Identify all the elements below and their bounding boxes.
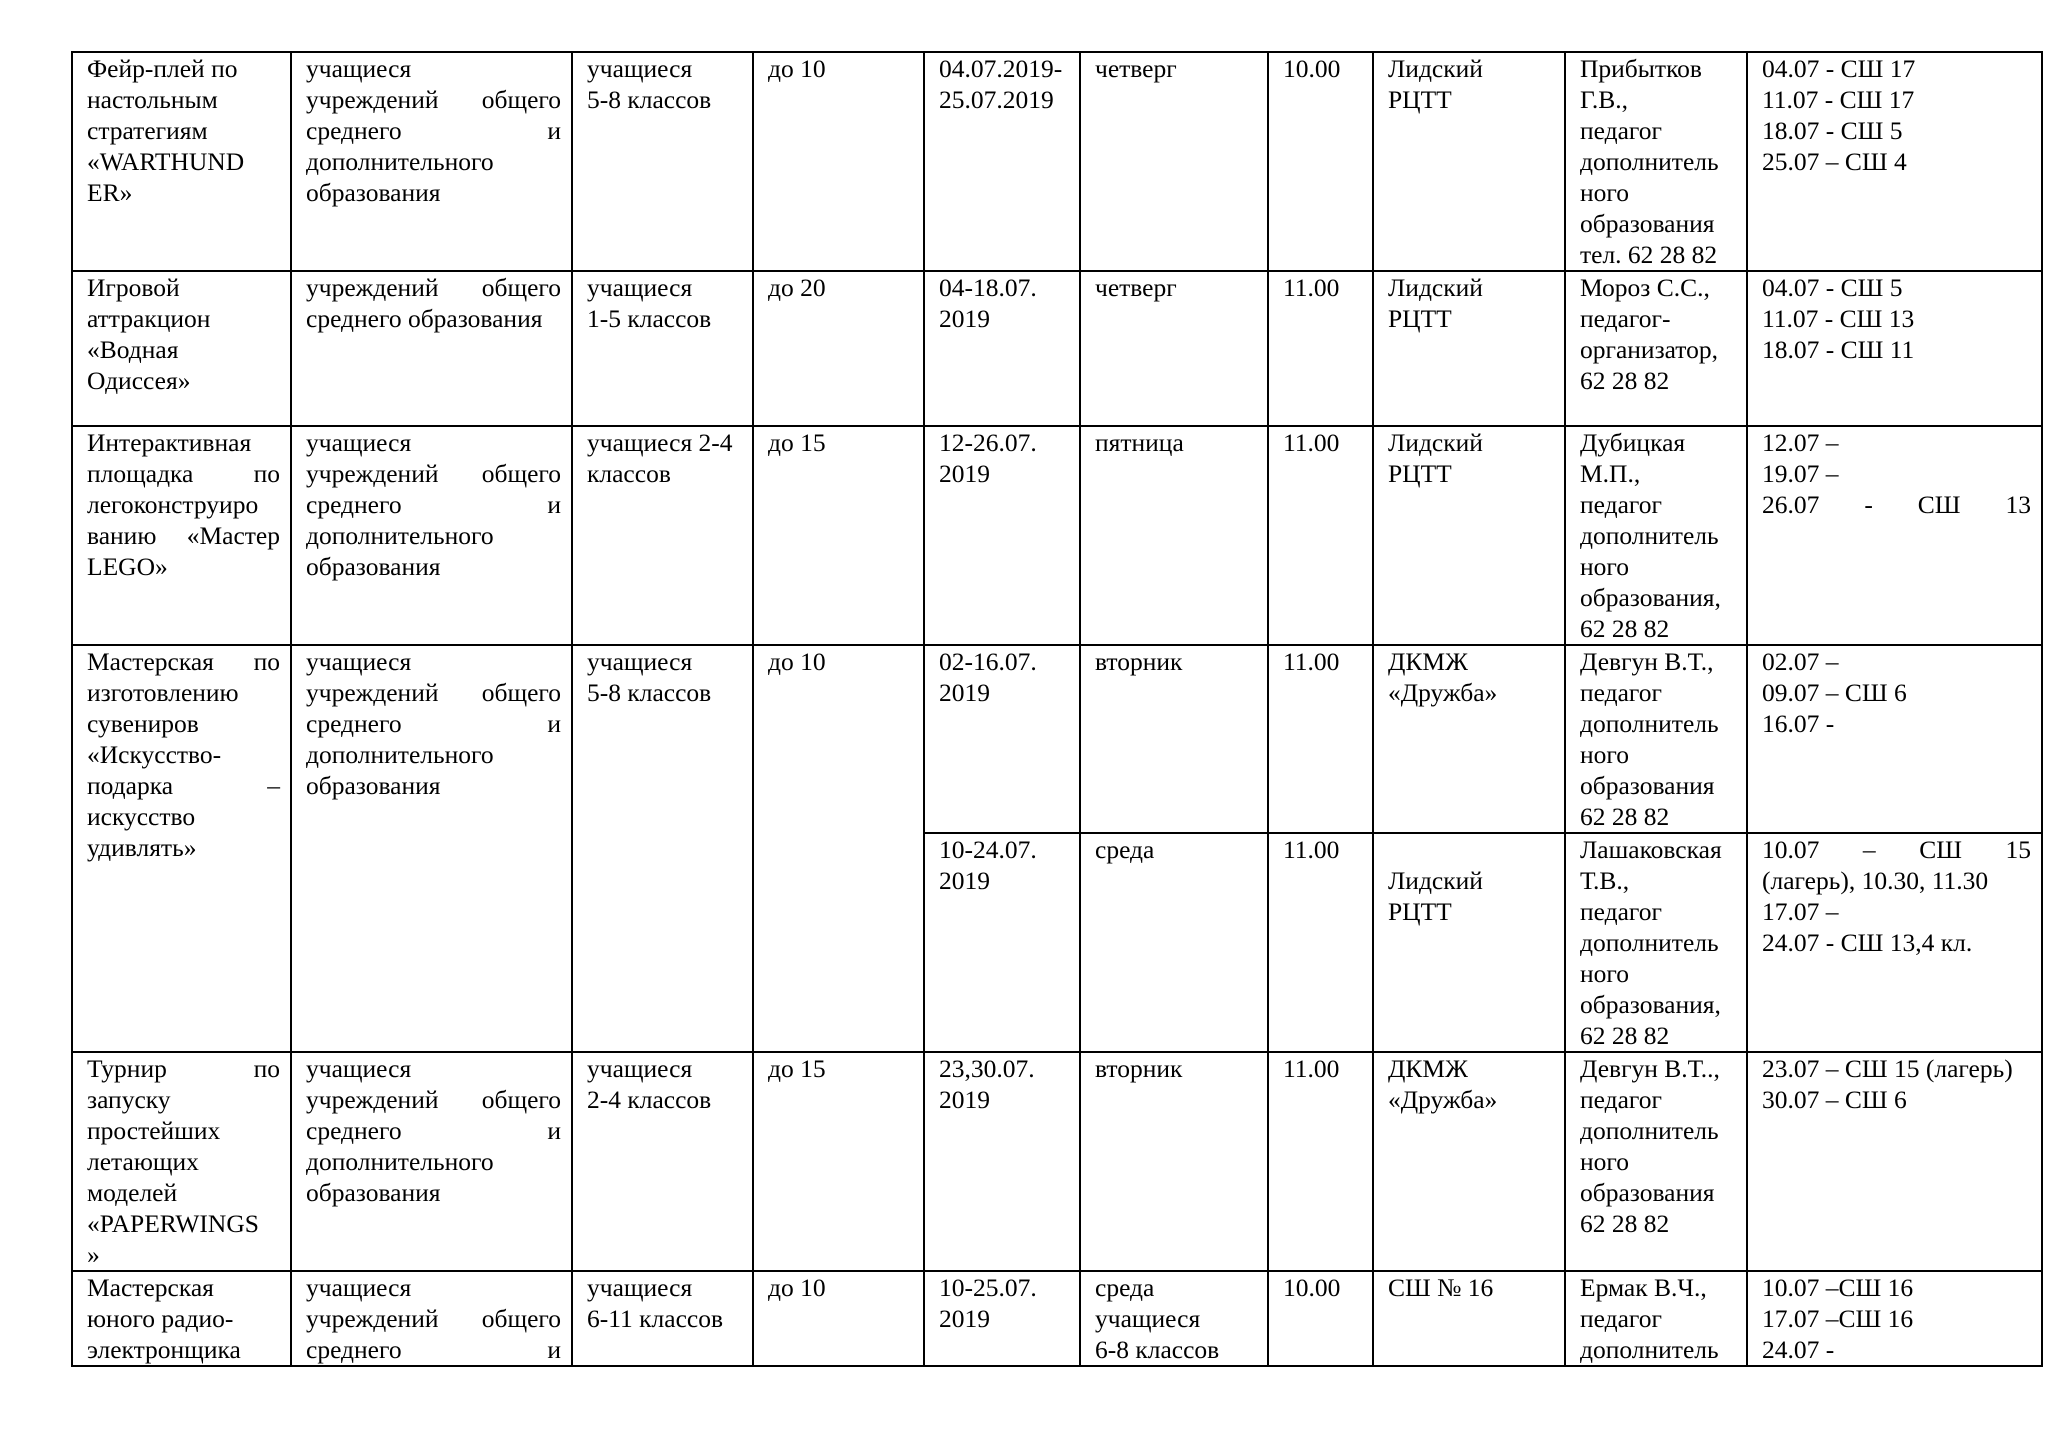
participants-cell bbox=[291, 645, 572, 1052]
responsible-cell-line: педагог- bbox=[1580, 304, 1671, 333]
participants-cell bbox=[291, 426, 572, 645]
event-name-cell-line: легоконструиро bbox=[87, 490, 259, 519]
responsible-cell-line: образования bbox=[1580, 209, 1715, 238]
participants-cell-line: образования bbox=[306, 1178, 441, 1207]
dates-cell bbox=[924, 645, 1080, 833]
event-name-cell-line: » bbox=[87, 1240, 100, 1269]
place-cell bbox=[1373, 645, 1565, 833]
responsible-cell-line: дополнитель bbox=[1580, 709, 1719, 738]
event-name-cell-line: Мастерская bbox=[87, 1273, 214, 1302]
time-cell-line: 10.00 bbox=[1283, 1273, 1341, 1302]
day-cell bbox=[1080, 271, 1268, 426]
dates-cell-line: 10-25.07. bbox=[939, 1273, 1037, 1302]
dates-cell bbox=[924, 833, 1080, 1052]
day-cell-line: вторник bbox=[1095, 647, 1183, 676]
day-cell bbox=[1080, 426, 1268, 645]
event-name-cell-line: ER» bbox=[87, 178, 133, 207]
participants-cell-line: дополнительного bbox=[306, 147, 494, 176]
time-cell bbox=[1268, 52, 1373, 271]
classes-cell bbox=[572, 1052, 753, 1271]
place-cell-line: СШ № 16 bbox=[1388, 1273, 1494, 1302]
time-cell bbox=[1268, 426, 1373, 645]
classes-cell bbox=[572, 645, 753, 1052]
schedule-table bbox=[71, 51, 2043, 1367]
table-row bbox=[72, 271, 2042, 426]
time-cell-line: 11.00 bbox=[1283, 1054, 1340, 1083]
participants-cell-line: учащиеся bbox=[306, 428, 412, 457]
responsible-cell-line: педагог bbox=[1580, 678, 1662, 707]
schedule-cell-line: 24.07 - СШ 13,4 кл. bbox=[1762, 928, 1973, 957]
responsible-cell-line: педагог bbox=[1580, 897, 1662, 926]
classes-cell bbox=[572, 1271, 753, 1366]
schedule-cell bbox=[1747, 833, 2042, 1052]
schedule-cell-line: 04.07 - СШ 5 bbox=[1762, 273, 1903, 302]
responsible-cell-line: 62 28 82 bbox=[1580, 1209, 1670, 1238]
event-name-cell-line: ванию «Мастер bbox=[87, 521, 280, 550]
responsible-cell-line: тел. 62 28 82 bbox=[1580, 240, 1718, 269]
day-cell bbox=[1080, 1052, 1268, 1271]
responsible-cell-line: ного bbox=[1580, 552, 1629, 581]
event-name-cell bbox=[72, 645, 291, 1052]
responsible-cell-line: дополнитель bbox=[1580, 1335, 1719, 1364]
classes-cell-line: учащиеся bbox=[587, 1273, 693, 1302]
dates-cell-line: 02-16.07. bbox=[939, 647, 1037, 676]
event-name-cell bbox=[72, 1271, 291, 1366]
dates-cell bbox=[924, 1271, 1080, 1366]
responsible-cell-line: дополнитель bbox=[1580, 928, 1719, 957]
place-cell-line: Лидский bbox=[1388, 273, 1483, 302]
event-name-cell-line: стратегиям bbox=[87, 116, 208, 145]
schedule-cell-line: 24.07 - bbox=[1762, 1335, 1835, 1364]
participants-cell-line: среднего и bbox=[306, 490, 561, 519]
classes-cell-line: 5-8 классов bbox=[587, 85, 712, 114]
participants-cell-line: учреждений общего bbox=[306, 273, 561, 302]
dates-cell-line: 2019 bbox=[939, 304, 990, 333]
participants-cell-line: учащиеся bbox=[306, 1273, 412, 1302]
count-cell bbox=[753, 645, 924, 1052]
schedule-cell bbox=[1747, 52, 2042, 271]
event-name-cell-line: искусство bbox=[87, 802, 196, 831]
time-cell-line: 11.00 bbox=[1283, 647, 1340, 676]
table-row bbox=[72, 426, 2042, 645]
event-name-cell bbox=[72, 1052, 291, 1271]
day-cell-line: среда bbox=[1095, 835, 1155, 864]
responsible-cell-line: 62 28 82 bbox=[1580, 1021, 1670, 1050]
participants-cell-line: дополнительного bbox=[306, 521, 494, 550]
place-cell bbox=[1373, 271, 1565, 426]
event-name-cell-line: «Водная bbox=[87, 335, 179, 364]
event-name-cell-line: запуску bbox=[87, 1085, 171, 1114]
responsible-cell-line: ного bbox=[1580, 959, 1629, 988]
table-row bbox=[72, 52, 2042, 271]
event-name-cell-line: изготовлению bbox=[87, 678, 239, 707]
schedule-cell-line: 17.07 –СШ 16 bbox=[1762, 1304, 1914, 1333]
event-name-cell-line: Интерактивная bbox=[87, 428, 252, 457]
responsible-cell-line: 62 28 82 bbox=[1580, 802, 1670, 831]
responsible-cell-line: педагог bbox=[1580, 1085, 1662, 1114]
place-cell-line: Лидский bbox=[1388, 428, 1483, 457]
participants-cell bbox=[291, 1271, 572, 1366]
schedule-cell-line: 19.07 – bbox=[1762, 459, 1839, 488]
responsible-cell-line: Т.В., bbox=[1580, 866, 1630, 895]
time-cell-line: 11.00 bbox=[1283, 835, 1340, 864]
place-cell-line bbox=[1388, 834, 1554, 865]
time-cell bbox=[1268, 833, 1373, 1052]
place-cell-line: «Дружба» bbox=[1388, 678, 1498, 707]
place-cell-line: Лидский bbox=[1388, 54, 1483, 83]
responsible-cell bbox=[1565, 1052, 1747, 1271]
participants-cell-line: образования bbox=[306, 552, 441, 581]
place-cell-line: ДКМЖ bbox=[1388, 1054, 1468, 1083]
table-row bbox=[72, 645, 2042, 833]
event-name-cell-line: Турнир по bbox=[87, 1054, 280, 1083]
responsible-cell-line: дополнитель bbox=[1580, 1116, 1719, 1145]
participants-cell-line: учащиеся bbox=[306, 647, 412, 676]
responsible-cell-line: ного bbox=[1580, 1147, 1629, 1176]
place-cell-line: РЦТТ bbox=[1388, 304, 1452, 333]
table-row bbox=[72, 1052, 2042, 1271]
schedule-cell-line: 18.07 - СШ 5 bbox=[1762, 116, 1903, 145]
dates-cell-line: 2019 bbox=[939, 1085, 990, 1114]
day-cell-line: 6-8 классов bbox=[1095, 1335, 1220, 1364]
classes-cell-line: 1-5 классов bbox=[587, 304, 712, 333]
responsible-cell-line: Девгун В.Т.., bbox=[1580, 1054, 1720, 1083]
place-cell-line: ДКМЖ bbox=[1388, 647, 1468, 676]
schedule-cell-line: 11.07 - СШ 17 bbox=[1762, 85, 1915, 114]
time-cell bbox=[1268, 271, 1373, 426]
event-name-cell-line: «WARTHUND bbox=[87, 147, 245, 176]
place-cell-line: РЦТТ bbox=[1388, 85, 1452, 114]
responsible-cell bbox=[1565, 833, 1747, 1052]
dates-cell-line: 2019 bbox=[939, 459, 990, 488]
schedule-cell-line: 26.07 - СШ 13 bbox=[1762, 490, 2031, 519]
participants-cell-line: среднего и bbox=[306, 709, 561, 738]
event-name-cell-line: удивлять» bbox=[87, 833, 197, 862]
day-cell-line: среда bbox=[1095, 1273, 1155, 1302]
responsible-cell-line: организатор, bbox=[1580, 335, 1718, 364]
schedule-cell-line: 10.07 –СШ 16 bbox=[1762, 1273, 1914, 1302]
responsible-cell-line: ного bbox=[1580, 178, 1629, 207]
responsible-cell-line: педагог bbox=[1580, 1304, 1662, 1333]
participants-cell-line: учреждений общего bbox=[306, 1304, 561, 1333]
time-cell bbox=[1268, 1271, 1373, 1366]
count-cell bbox=[753, 1052, 924, 1271]
dates-cell bbox=[924, 52, 1080, 271]
event-name-cell-line: моделей bbox=[87, 1178, 178, 1207]
schedule-cell-line: 04.07 - СШ 17 bbox=[1762, 54, 1916, 83]
participants-cell-line: среднего и bbox=[306, 1116, 561, 1145]
responsible-cell-line: 62 28 82 bbox=[1580, 614, 1670, 643]
schedule-cell-line: 12.07 – bbox=[1762, 428, 1839, 457]
count-cell-line: до 10 bbox=[768, 647, 826, 676]
responsible-cell-line: образования, bbox=[1580, 990, 1721, 1019]
day-cell bbox=[1080, 833, 1268, 1052]
schedule-cell-line: 25.07 – СШ 4 bbox=[1762, 147, 1907, 176]
responsible-cell-line: Прибытков bbox=[1580, 54, 1702, 83]
count-cell-line: до 15 bbox=[768, 1054, 826, 1083]
schedule-cell-line: 30.07 – СШ 6 bbox=[1762, 1085, 1907, 1114]
place-cell-line: Лидский bbox=[1388, 866, 1483, 895]
schedule-cell-line: 17.07 – bbox=[1762, 897, 1839, 926]
responsible-cell-line: Лашаковская bbox=[1580, 835, 1722, 864]
event-name-cell-line: Одиссея» bbox=[87, 366, 191, 395]
classes-cell bbox=[572, 271, 753, 426]
place-cell-line: РЦТТ bbox=[1388, 459, 1452, 488]
table-row bbox=[72, 1271, 2042, 1366]
schedule-cell-line: 09.07 – СШ 6 bbox=[1762, 678, 1907, 707]
participants-cell-line: дополнительного bbox=[306, 740, 494, 769]
count-cell-line: до 10 bbox=[768, 54, 826, 83]
responsible-cell-line: Г.В., bbox=[1580, 85, 1628, 114]
classes-cell-line: 2-4 классов bbox=[587, 1085, 712, 1114]
day-cell-line: вторник bbox=[1095, 1054, 1183, 1083]
classes-cell-line: учащиеся bbox=[587, 273, 693, 302]
responsible-cell bbox=[1565, 426, 1747, 645]
event-name-cell-line: Фейр-плей по bbox=[87, 54, 238, 83]
dates-cell-line: 23,30.07. bbox=[939, 1054, 1035, 1083]
event-name-cell bbox=[72, 52, 291, 271]
dates-cell bbox=[924, 426, 1080, 645]
time-cell bbox=[1268, 645, 1373, 833]
event-name-cell-line: аттракцион bbox=[87, 304, 211, 333]
classes-cell bbox=[572, 52, 753, 271]
event-name-cell-line: «PAPERWINGS bbox=[87, 1209, 259, 1238]
event-name-cell-line: LEGO» bbox=[87, 552, 168, 581]
classes-cell-line: 6-11 классов bbox=[587, 1304, 724, 1333]
responsible-cell-line: дополнитель bbox=[1580, 147, 1719, 176]
classes-cell-line: учащиеся bbox=[587, 1054, 693, 1083]
place-cell-line: «Дружба» bbox=[1388, 1085, 1498, 1114]
responsible-cell-line: 62 28 82 bbox=[1580, 366, 1670, 395]
participants-cell-line: среднего и bbox=[306, 1335, 561, 1364]
event-name-cell-line: подарка – bbox=[87, 771, 280, 800]
participants-cell-line: среднего образования bbox=[306, 304, 543, 333]
event-name-cell-line: Мастерская по bbox=[87, 647, 280, 676]
participants-cell-line: учащиеся bbox=[306, 1054, 412, 1083]
dates-cell-line: 04-18.07. bbox=[939, 273, 1037, 302]
dates-cell-line: 2019 bbox=[939, 678, 990, 707]
place-cell bbox=[1373, 833, 1565, 1052]
dates-cell-line: 2019 bbox=[939, 866, 990, 895]
count-cell bbox=[753, 1271, 924, 1366]
responsible-cell bbox=[1565, 1271, 1747, 1366]
day-cell-line: четверг bbox=[1095, 54, 1177, 83]
dates-cell-line: 04.07.2019- bbox=[939, 54, 1063, 83]
place-cell bbox=[1373, 1271, 1565, 1366]
event-name-cell-line: Игровой bbox=[87, 273, 180, 302]
time-cell-line: 11.00 bbox=[1283, 428, 1340, 457]
participants-cell bbox=[291, 1052, 572, 1271]
participants-cell-line: учащиеся bbox=[306, 54, 412, 83]
event-name-cell-line: настольным bbox=[87, 85, 218, 114]
event-name-cell bbox=[72, 271, 291, 426]
day-cell bbox=[1080, 52, 1268, 271]
event-name-cell-line: «Искусство- bbox=[87, 740, 222, 769]
schedule-cell bbox=[1747, 1271, 2042, 1366]
participants-cell-line: дополнительного bbox=[306, 1147, 494, 1176]
count-cell bbox=[753, 426, 924, 645]
responsible-cell-line: Девгун В.Т., bbox=[1580, 647, 1714, 676]
participants-cell-line: учреждений общего bbox=[306, 85, 561, 114]
schedule-cell bbox=[1747, 271, 2042, 426]
participants-cell-line: учреждений общего bbox=[306, 678, 561, 707]
event-name-cell-line: площадка по bbox=[87, 459, 280, 488]
event-name-cell-line: летающих bbox=[87, 1147, 199, 1176]
participants-cell-line: образования bbox=[306, 771, 441, 800]
responsible-cell bbox=[1565, 645, 1747, 833]
responsible-cell bbox=[1565, 52, 1747, 271]
day-cell-line: четверг bbox=[1095, 273, 1177, 302]
classes-cell-line: учащиеся 2-4 bbox=[587, 428, 733, 457]
schedule-cell-line: 23.07 – СШ 15 (лагерь) bbox=[1762, 1054, 2013, 1083]
responsible-cell-line: дополнитель bbox=[1580, 521, 1719, 550]
count-cell-line: до 10 bbox=[768, 1273, 826, 1302]
dates-cell-line: 12-26.07. bbox=[939, 428, 1037, 457]
responsible-cell-line: Дубицкая bbox=[1580, 428, 1686, 457]
place-cell bbox=[1373, 52, 1565, 271]
responsible-cell bbox=[1565, 271, 1747, 426]
schedule-cell bbox=[1747, 1052, 2042, 1271]
classes-cell bbox=[572, 426, 753, 645]
event-name-cell bbox=[72, 426, 291, 645]
day-cell bbox=[1080, 645, 1268, 833]
schedule-cell-line: (лагерь), 10.30, 11.30 bbox=[1762, 866, 1989, 895]
responsible-cell-line: М.П., bbox=[1580, 459, 1641, 488]
participants-cell-line: образования bbox=[306, 178, 441, 207]
count-cell bbox=[753, 271, 924, 426]
dates-cell bbox=[924, 271, 1080, 426]
table-body bbox=[72, 52, 2042, 1366]
responsible-cell-line: Ермак В.Ч., bbox=[1580, 1273, 1707, 1302]
classes-cell-line: учащиеся bbox=[587, 647, 693, 676]
event-name-cell-line: простейших bbox=[87, 1116, 221, 1145]
dates-cell bbox=[924, 1052, 1080, 1271]
dates-cell-line: 2019 bbox=[939, 1304, 990, 1333]
responsible-cell-line: Мороз С.С., bbox=[1580, 273, 1710, 302]
classes-cell-line: учащиеся bbox=[587, 54, 693, 83]
responsible-cell-line: образования bbox=[1580, 1178, 1715, 1207]
participants-cell bbox=[291, 271, 572, 426]
time-cell bbox=[1268, 1052, 1373, 1271]
place-cell bbox=[1373, 426, 1565, 645]
count-cell-line: до 15 bbox=[768, 428, 826, 457]
participants-cell-line: среднего и bbox=[306, 116, 561, 145]
responsible-cell-line: педагог bbox=[1580, 490, 1662, 519]
event-name-cell-line: юного радио- bbox=[87, 1304, 234, 1333]
time-cell-line: 10.00 bbox=[1283, 54, 1341, 83]
time-cell-line: 11.00 bbox=[1283, 273, 1340, 302]
schedule-cell-line: 10.07 – СШ 15 bbox=[1762, 835, 2031, 864]
event-name-cell-line: электронщика bbox=[87, 1335, 241, 1364]
place-cell-line: РЦТТ bbox=[1388, 897, 1452, 926]
schedule-cell-line: 16.07 - bbox=[1762, 709, 1835, 738]
schedule-cell-line: 02.07 – bbox=[1762, 647, 1839, 676]
dates-cell-line: 10-24.07. bbox=[939, 835, 1037, 864]
count-cell-line: до 20 bbox=[768, 273, 826, 302]
participants-cell bbox=[291, 52, 572, 271]
day-cell-line: пятница bbox=[1095, 428, 1184, 457]
schedule-cell-line: 11.07 - СШ 13 bbox=[1762, 304, 1915, 333]
dates-cell-line: 25.07.2019 bbox=[939, 85, 1054, 114]
participants-cell-line: учреждений общего bbox=[306, 1085, 561, 1114]
event-name-cell-line: сувениров bbox=[87, 709, 199, 738]
responsible-cell-line: ного bbox=[1580, 740, 1629, 769]
responsible-cell-line: образования, bbox=[1580, 583, 1721, 612]
responsible-cell-line: образования bbox=[1580, 771, 1715, 800]
place-cell bbox=[1373, 1052, 1565, 1271]
classes-cell-line: 5-8 классов bbox=[587, 678, 712, 707]
schedule-cell bbox=[1747, 426, 2042, 645]
classes-cell-line: классов bbox=[587, 459, 671, 488]
schedule-cell bbox=[1747, 645, 2042, 833]
count-cell bbox=[753, 52, 924, 271]
responsible-cell-line: педагог bbox=[1580, 116, 1662, 145]
day-cell-line: учащиеся bbox=[1095, 1304, 1201, 1333]
day-cell bbox=[1080, 1271, 1268, 1366]
participants-cell-line: учреждений общего bbox=[306, 459, 561, 488]
schedule-cell-line: 18.07 - СШ 11 bbox=[1762, 335, 1915, 364]
